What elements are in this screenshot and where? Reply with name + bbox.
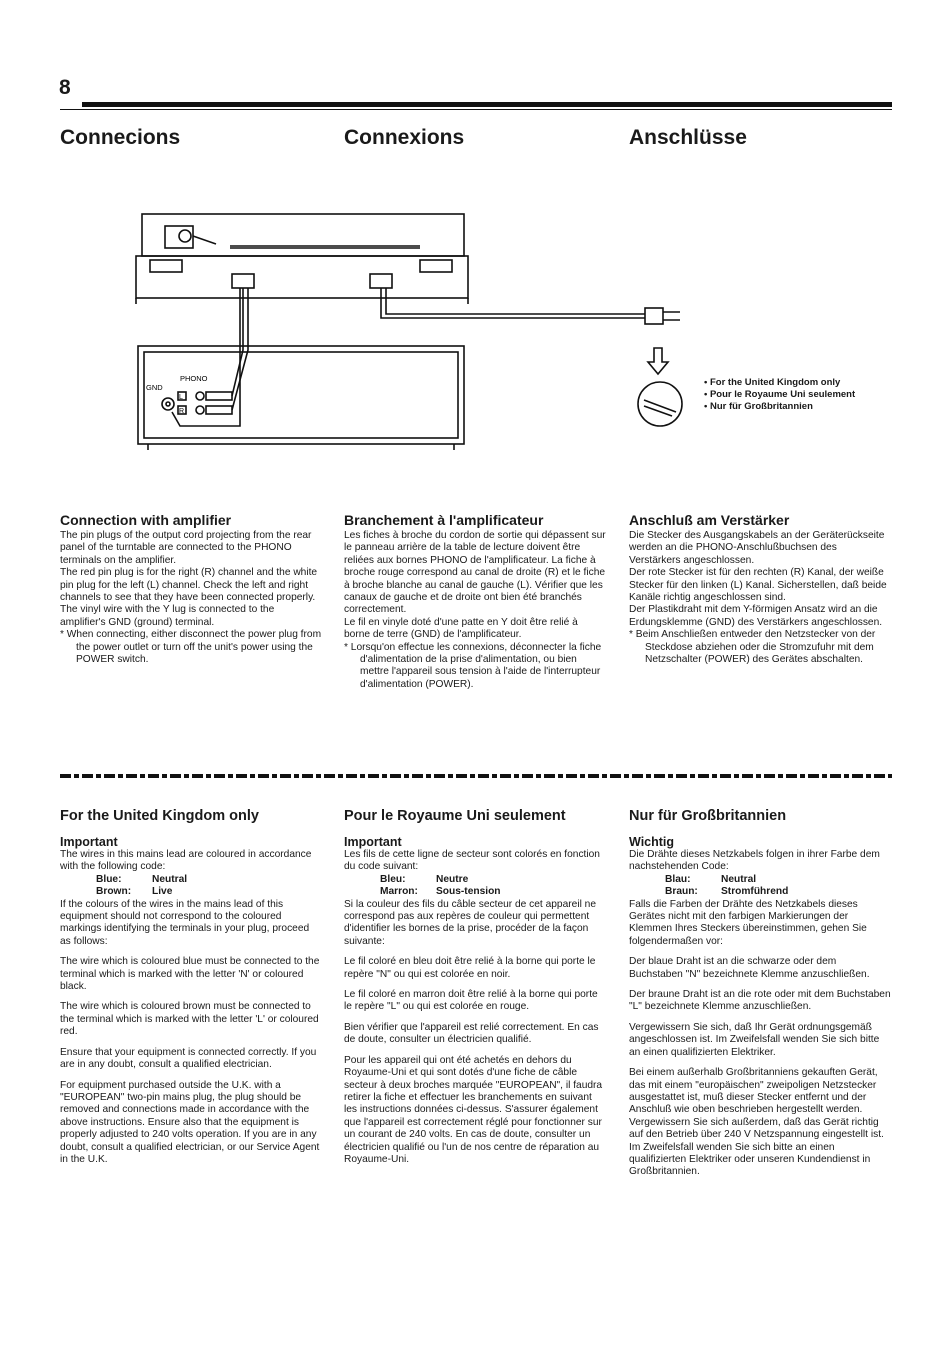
turntable-illustration xyxy=(136,214,468,304)
paragraph: Vergewissern Sie sich, daß Ihr Gerät ordnungsgemäß angeschlossen ist. Im Zweifelsfall wenden Sie sich bitte an einen qualifizierten Elektriker. xyxy=(629,1021,880,1058)
section-title: Nur für Großbritannien xyxy=(629,808,787,824)
amplifier-illustration xyxy=(138,346,464,450)
color-code-list: Blau: Neutral Braun: Stromführend xyxy=(665,873,789,898)
section-divider xyxy=(60,774,892,778)
header-rule-thin xyxy=(60,109,892,110)
uk-note-en: • For the United Kingdom only xyxy=(704,377,841,388)
section-title: Branchement à l'amplificateur xyxy=(344,512,544,528)
paragraph: Le fil coloré en bleu doit être relié à la borne qui porte le repère "N" ou qui est colorée en noir. xyxy=(344,956,596,980)
section-title: Anschluß am Verstärker xyxy=(629,512,790,528)
subheading: Important xyxy=(344,835,402,849)
color-code-list: Blue: Neutral Brown: Live xyxy=(96,873,188,898)
paragraph: Die Stecker des Ausgangskabels an der Geräterückseite werden an die PHONO-Anschlußbuchsen des Verstärkers angeschlossen. xyxy=(629,530,885,566)
paragraph: The wire which is coloured blue must be connected to the terminal which is marked with the letter 'N' or coloured black. xyxy=(60,956,320,993)
section-title: Connection with amplifier xyxy=(60,512,232,528)
section-title: Pour le Royaume Uni seulement xyxy=(344,808,566,824)
paragraph: Die Drähte dieses Netzkabels folgen in ihrer Farbe dem nachstehenden Code: xyxy=(629,849,880,873)
heading-french: Connexions xyxy=(344,126,465,149)
paragraph: The wire which is coloured brown must be connected to the terminal which is marked with the letter 'L' or coloured red. xyxy=(60,1001,319,1038)
paragraph: Falls die Farben der Drähte des Netzkabels dieses Gerätes nicht mit den farbigen Markierungen der Klemmen Ihres Steckers übereinstimmen, gehen Sie folgendermaßen vor: xyxy=(629,898,867,947)
paragraph: Si la couleur des fils du câble secteur de cet appareil ne correspond pas aux repères de couleur qui permettent d'identifier les bornes de la prise, procéder de la façon suivante: xyxy=(344,898,597,947)
paragraph: Der rote Stecker ist für den rechten (R) Kanal, der weiße Stecker für den linken (L) Kanal. Sicherstellen, daß beide Kanäle richtig angeschlossen sind. xyxy=(629,567,887,604)
uk-en-column xyxy=(60,808,322,1174)
uk-fr-column xyxy=(344,808,606,1174)
paragraph: The wires in this mains lead are coloured in accordance with the following code: xyxy=(60,849,312,873)
connection-fr-column xyxy=(344,512,606,691)
header-rule xyxy=(82,102,892,107)
paragraph: Pour les appareil qui ont été achetés en dehors du Royaume-Uni et qui sont dotés d'une fiche de câble secteur à deux broches marquée "EUROPEAN", il faudra retirer la fiche et effectuer les branchements en suivant les instructions données ci-dessus. S'assurer également que l'appareil est correctement réglé pour fonctionner sur un courant de 240 volts. En cas de doute, consulter un électricien qualifié ou l'un de nos centre de réparation au Royaume-Uni. xyxy=(344,1054,603,1165)
uk-note-de: • Nur für Großbritannien xyxy=(704,401,813,412)
power-cord xyxy=(381,288,680,324)
connection-diagram xyxy=(120,200,710,460)
paragraph: The red pin plug is for the right (R) channel and the white pin plug for the left (L) channel. Check the left and right channels to see that they have been connected properly. xyxy=(60,567,318,604)
phono-label: PHONO xyxy=(180,374,208,383)
section-title: For the United Kingdom only xyxy=(60,808,259,824)
paragraph: The vinyl wire with the Y lug is connected to the amplifier's GND (ground) terminal. xyxy=(60,604,275,628)
uk-de-column xyxy=(629,808,891,1187)
note: * Lorsqu'on effectue les connexions, déconnecter la fiche d'alimentation de la prise d'alimentation, ou bien mettre l'appareil sous tension à l'aide de l'interrupteur d'alimentation (POWER). xyxy=(344,641,602,690)
right-channel-label: R xyxy=(179,408,185,415)
connection-en-column xyxy=(60,512,322,666)
paragraph: The pin plugs of the output cord projecting from the rear panel of the turntable are connected to the PHONO terminals on the amplifier. xyxy=(60,530,312,566)
heading-spanish: Connecions xyxy=(60,126,181,149)
left-channel-label: L xyxy=(179,394,183,401)
paragraph: Der Plastikdraht mit dem Y-förmigen Ansatz wird an die Erdungsklemme (GND) des Verstärkers angeschlossen. xyxy=(629,604,883,628)
paragraph: Der blaue Draht ist an die schwarze oder dem Buchstaben "N" bezeichnete Klemme anzuschließen. xyxy=(629,956,870,980)
color-code-list: Bleu: Neutre Marron: Sous-tension xyxy=(380,873,501,898)
uk-note-fr: • Pour le Royaume Uni seulement xyxy=(704,389,856,400)
uk-plug-detail xyxy=(638,348,682,426)
paragraph: Le fil coloré en marron doit être relié à la borne qui porte le repère "L" ou qui est colorée en rouge. xyxy=(344,989,598,1013)
paragraph: Les fiches à broche du cordon de sortie qui dépassent sur le panneau arrière de la table de lecture doivent être reliées aux bornes PHONO de l'amplificateur. La fiche à broche rouge correspond au canal de droite (R) et le fiche à broche blanche au canal de gauche (L). Vérifier que les canaux de gauche et de droite ont bien été branchés correctement. xyxy=(344,530,606,616)
connection-de-column xyxy=(629,512,891,666)
note: * Beim Anschließen entweder den Netzstecker von der Steckdose abziehen oder die Stromzufuhr mit dem Netzschalter (POWER) des Gerätes abschalten. xyxy=(629,629,876,666)
gnd-label: GND xyxy=(146,383,163,392)
paragraph: Ensure that your equipment is connected correctly. If you are in any doubt, consult a qualified electrician. xyxy=(60,1046,317,1071)
uk-note xyxy=(704,377,855,413)
page-number: 8 xyxy=(59,76,71,99)
subheading: Wichtig xyxy=(629,835,675,849)
paragraph: Bien vérifier que l'appareil est relié correctement. En cas de doute, consulter un électricien qualifié. xyxy=(344,1021,599,1046)
paragraph: Le fil en vinyle doté d'une patte en Y doit être relié à borne de terre (GND) de l'amplificateur. xyxy=(344,616,578,641)
paragraph: For equipment purchased outside the U.K. with a "EUROPEAN" two-pin mains plug, the plug should be removed and connections made in accordance with the above instructions. Ensure also that the equipment is properly adjusted to 240 volts operation. If you are in any doubt, consult a qualified electrician, or our Service Agent in the U.K. xyxy=(60,1079,320,1165)
paragraph: If the colours of the wires in the mains lead of this equipment should not correspond to the coloured markings identifying the terminals in your plug, proceed as follows: xyxy=(60,898,310,947)
paragraph: Bei einem außerhalb Großbritanniens gekauften Gerät, das mit einem "europäischen" zweipoligen Netzstecker ausgestattet ist, muß dieser Stecker entfernt und der Anschluß wie oben beschrieben hergestellt werden. Vergewissern Sie sich außerdem, daß das Gerät richtig auf den Betrieb über 240 V Netzspannung eingestellt ist. Im Zweifelsfall wenden Sie sich bitte an einen qualifizierten Elektriker oder unseren Kundendienst in Großbritannien. xyxy=(629,1067,884,1178)
note: * When connecting, either disconnect the power plug from the power outlet or turn off the unit's power using the POWER switch. xyxy=(60,629,322,666)
subheading: Important xyxy=(60,835,118,849)
paragraph: Der braune Draht ist an die rote oder mit dem Buchstaben "L" bezeichnete Klemme anzuschließen. xyxy=(629,989,891,1013)
paragraph: Les fils de cette ligne de secteur sont colorés en fonction du code suivant: xyxy=(344,849,600,873)
heading-german: Anschlüsse xyxy=(629,126,747,149)
